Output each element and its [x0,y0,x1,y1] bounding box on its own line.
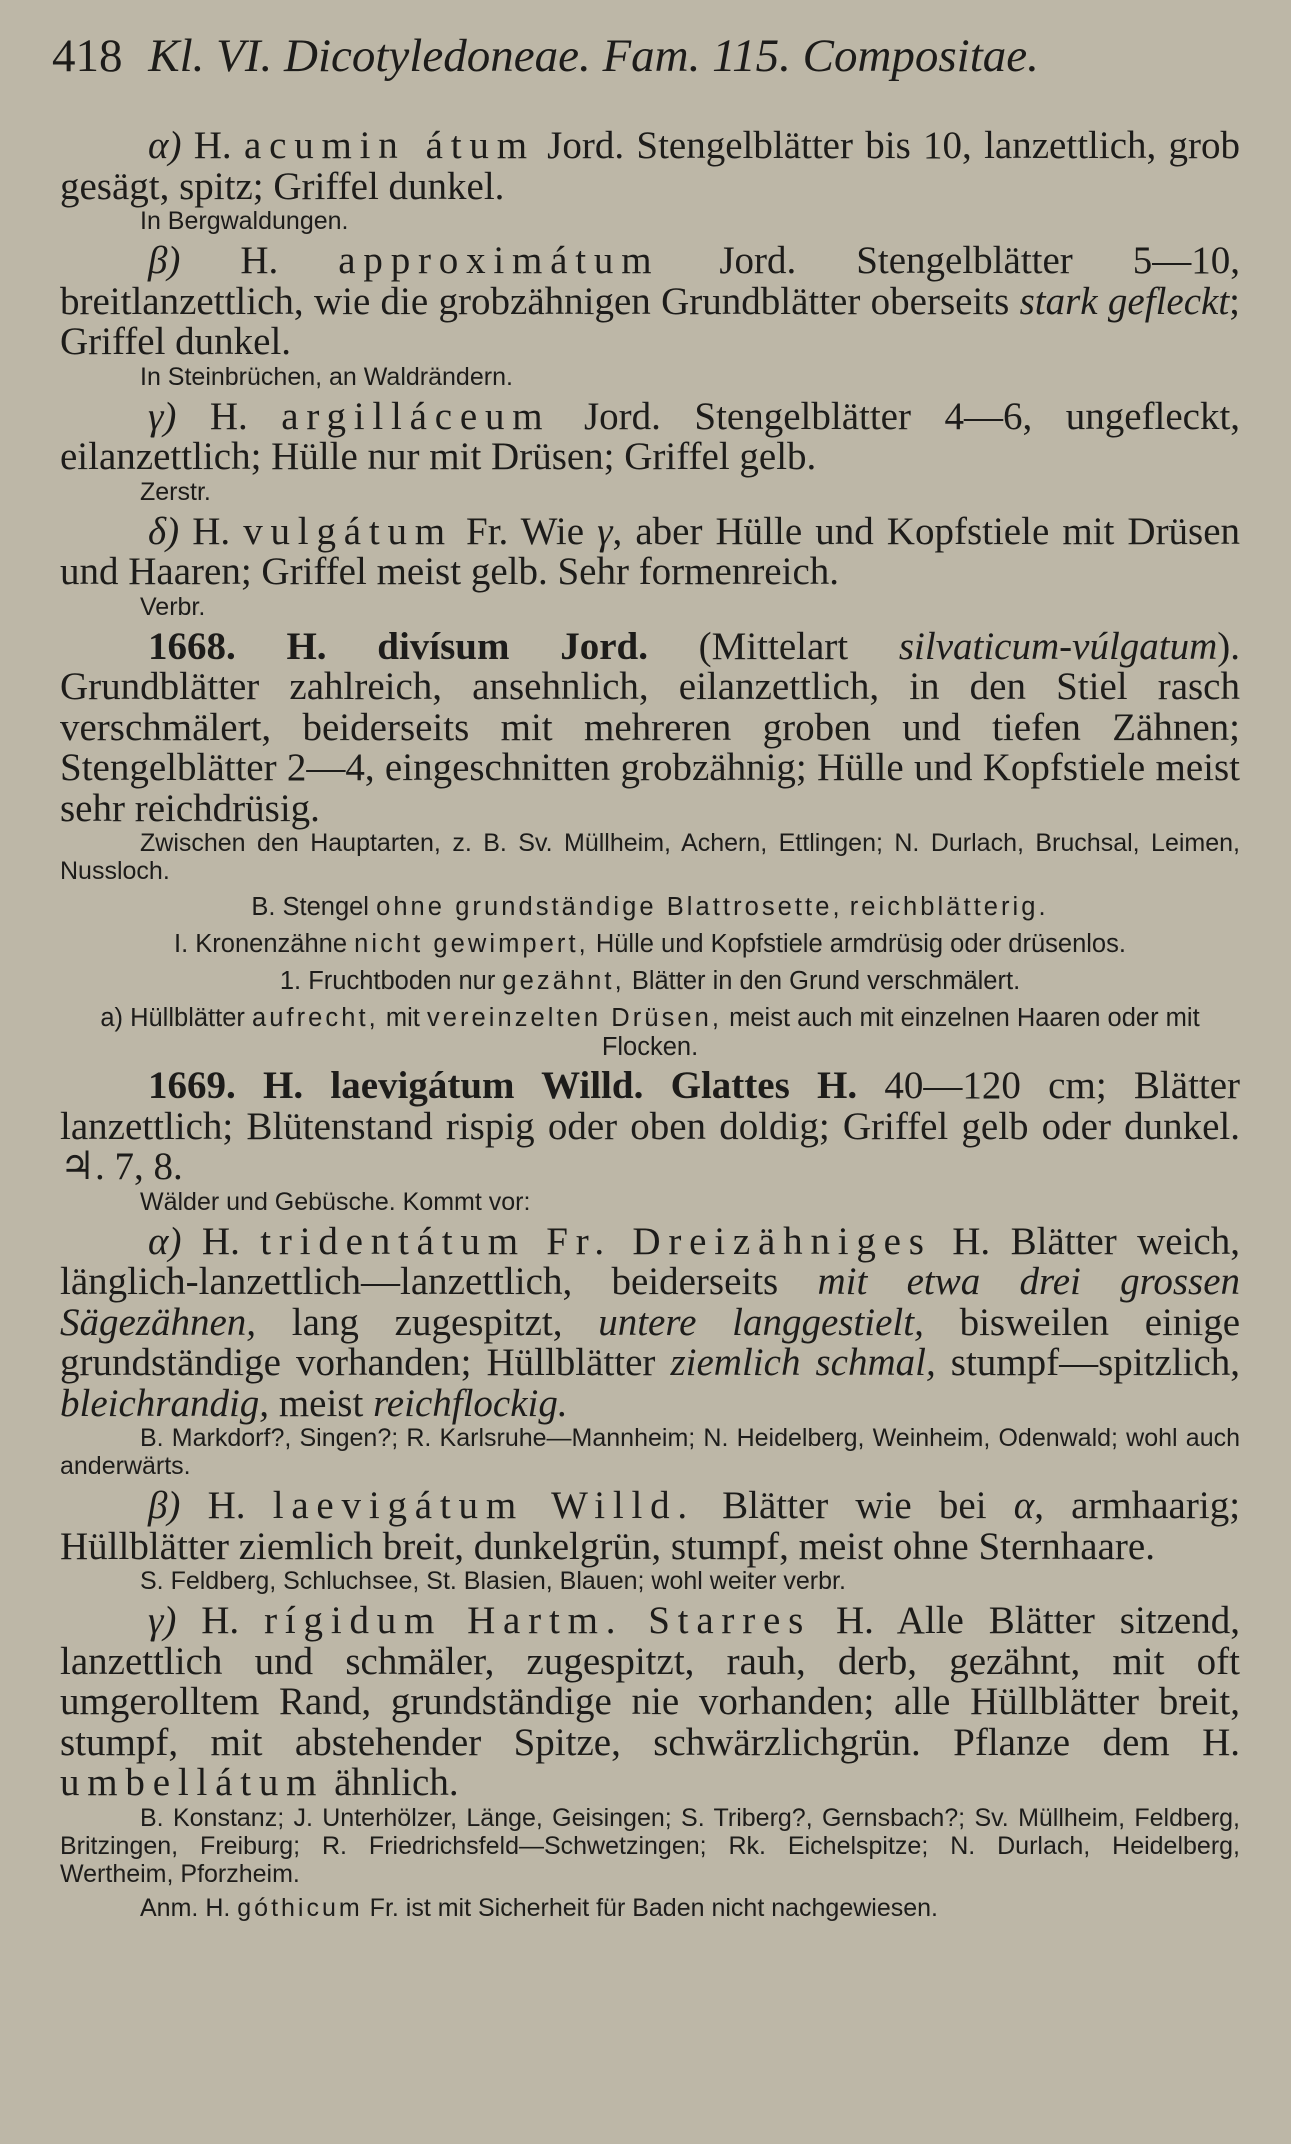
remark: Anm. H. góthicum Fr. ist mit Sicherheit für Baden nicht nachgewiesen. [140,1893,939,1922]
common-name: Dreizähniges [632,1219,932,1263]
key-line-1: 1. Fruchtboden nur gezähnt, Blätter in den Grund verschmälert. [279,967,1021,995]
habitat-note: Wälder und Gebüsche. Kommt vor: [140,1187,531,1216]
habitat-note: Verbr. [140,592,206,621]
variety-approximatum: β) H. approximátum Jord. Stengelblätter 5—10, breitlanzettlich, wie die grobzähnigen Grundblätter oberseits stark gefleckt; Griffel dunkel. [60,239,1241,363]
variety-argillaceum: γ) H. argilláceum Jord. Stengelblätter 4—6, ungefleckt, eilanzettlich; Hülle nur mit Drüsen; Griffel gelb. [60,394,1241,478]
key-line-b: B. Stengel ohne grundständige Blattrosette, reichblätterig. [251,893,1049,921]
distribution-note: B. Markdorf?, Singen?; R. Karlsruhe—Mannheim; N. Heidelberg, Weinheim, Odenwald; wohl auch anderwärts. [60,1424,1240,1480]
taxon-name: vulgátum [243,509,453,553]
variety-tridentatum: α) H. tridentátum Fr. Dreizähniges H. Blätter weich, länglich-lanzettlich—lanzettlich, beiderseits mit etwa drei grossen Sägezähnen, lang zugespitzt, untere langgestielt, bisweilen einige grundständige vorhanden; Hüllblätter ziemlich schmal, stumpf—spitzlich, bleichrandig, meist reichflockig. [60,1219,1241,1425]
habitat-note: In Bergwaldungen. [140,207,349,235]
variety-vulgatum: δ) H. vulgátum Fr. Wie γ, aber Hülle und Kopfstiele mit Drüsen und Haaren; Griffel meist gelb. Sehr formenreich. [60,509,1241,593]
distribution-note: S. Feldberg, Schluchsee, St. Blasien, Blauen; wohl weiter verbr. [140,1567,846,1595]
species-number: 1668. [148,624,236,668]
species-name: H. divísum Jord. [286,624,648,668]
distribution-note: Zwischen den Hauptarten, z. B. Sv. Müllheim, Achern, Ettlingen; N. Durlach, Bruchsal, Leimen, Nussloch. [60,829,1240,885]
running-title: Kl. VI. Dicotyledoneae. Fam. 115. Compositae. [148,30,1039,82]
variety-laevigatum: β) H. laevigátum Willd. Blätter wie bei α, armhaarig; Hüllblätter ziemlich breit, dunkelgrün, stumpf, meist ohne Sternhaare. [60,1484,1241,1568]
taxon-name: rígidum [264,1599,443,1642]
running-header [52,26,1252,86]
taxon-name: laevigátum [272,1484,524,1527]
species-1668: 1668. H. divísum Jord. (Mittelart silvaticum-vúlgatum). Grundblätter zahlreich, ansehnlich, eilanzettlich, in den Stiel rasch verschmälert, beiderseits mit mehreren groben und tiefen Zähnen; Stengelblätter 2—4, eingeschnitten grobzähnig; Hülle und Kopfstiele meist sehr reichdrüsig. [60,624,1241,830]
taxon-name: approximátum [338,239,660,282]
key-line-a: a) Hüllblätter aufrecht, mit vereinzelten Drüsen, meist auch mit einzelnen Haaren oder mit Flocken. [100,1004,1200,1061]
species-number: 1669. [148,1064,236,1107]
taxon-name: argilláceum [281,394,551,438]
page-number: 418 [52,30,123,82]
habitat-note: Zerstr. [140,477,211,506]
habitat-note: In Steinbrüchen, an Waldrändern. [140,362,513,391]
variety-rigidum: γ) H. rígidum Hartm. Starres H. Alle Blätter sitzend, lanzettlich und schmäler, zugespitzt, rauh, derb, gezähnt, mit oft umgerolltem Rand, grundständige nie vorhanden; alle Hüllblätter breit, stumpf, mit abstehender Spitze, schwärzlichgrün. Pflanze dem H. umbellátum ähnlich. [60,1599,1240,1804]
species-1669: 1669. H. laevigátum Willd. Glattes H. 40—120 cm; Blätter lanzettlich; Blütenstand rispig oder oben doldig; Griffel gelb oder dunkel. ♃. 7, 8. [60,1064,1241,1188]
distribution-note: B. Konstanz; J. Unterhölzer, Länge, Geisingen; S. Triberg?, Gernsbach?; Sv. Müllheim, Feldberg, Britzingen, Freiburg; R. Friedrichsfeld—Schwetzingen; Rk. Eichelspitze; N. Durlach, Heidelberg, Wertheim, Pforzheim. [60,1803,1240,1888]
common-name: Starres [648,1599,812,1642]
key-line-i: I. Kronenzähne nicht gewimpert, Hülle und Kopfstiele armdrüsig oder drüsenlos. [174,930,1126,958]
taxon-name: tridentátum [260,1219,526,1263]
species-name: H. laevigátum Willd. [263,1064,644,1107]
common-name: Glattes H. [670,1064,858,1107]
page-body [60,126,1240,1928]
taxon-name: acumin átum [243,124,535,167]
description: Stengelblätter bis 10, lanzettlich, grob gesägt, spitz; Griffel dunkel. [60,124,1241,208]
variety-acuminatum: α) H. acumin átum Jord. Stengelblätter bis 10, lanzettlich, grob gesägt, spitz; Griffel dunkel. [60,124,1241,208]
